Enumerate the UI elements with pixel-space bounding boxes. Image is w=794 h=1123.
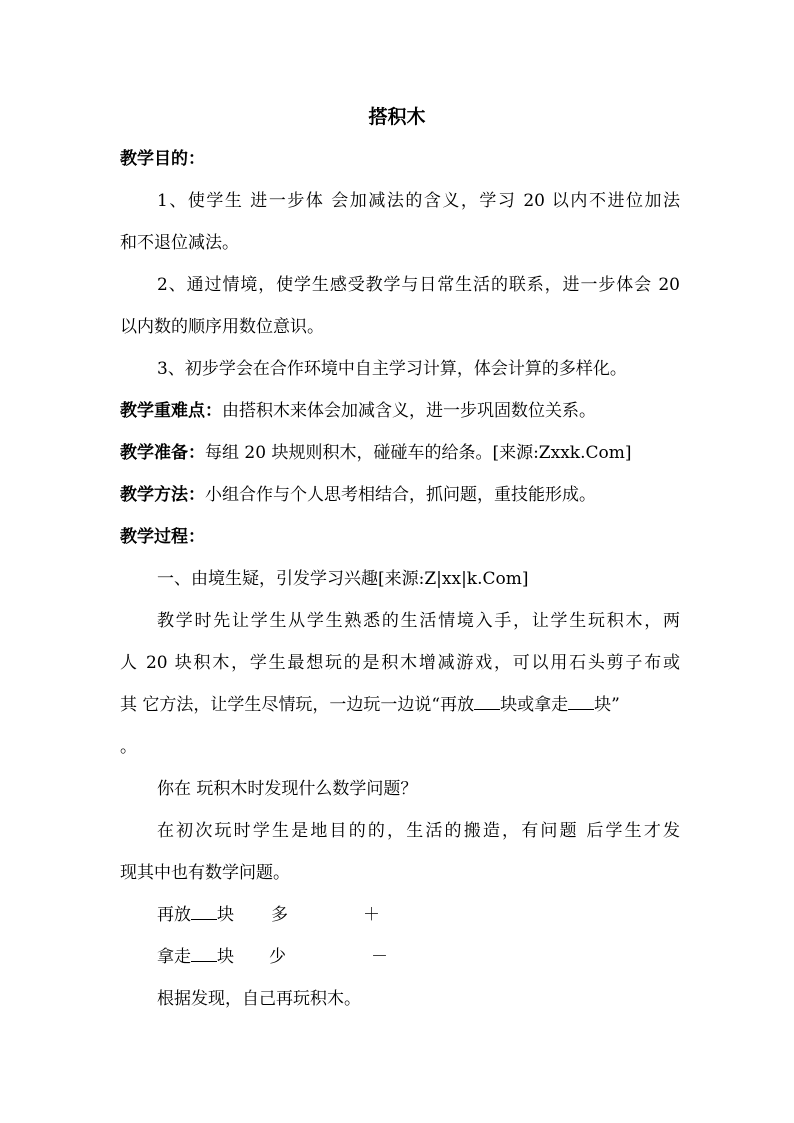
goal-item-2-line-2: 以内数的顺序用数位意识。 bbox=[120, 317, 324, 337]
fill-blank bbox=[191, 944, 217, 962]
preparation bbox=[120, 439, 680, 467]
row-subtract-action: 拿走 块 bbox=[157, 943, 234, 971]
plus-sign: ＋ bbox=[363, 905, 380, 925]
process-step-1: 一、由境生疑，引发学习兴趣[来源:Z|xx|k.Com] bbox=[157, 569, 529, 589]
process-para-1-line-4: 。 bbox=[120, 737, 137, 757]
goal-item-1-line-2: 和不退位减法。 bbox=[120, 233, 239, 253]
fill-blank bbox=[568, 692, 594, 710]
goals-heading: 教学目的： bbox=[120, 149, 205, 169]
method-label: 教学方法： bbox=[120, 485, 205, 505]
key-points-label: 教学重难点： bbox=[120, 401, 222, 421]
para-1-line-3-end: 块” bbox=[594, 695, 620, 715]
goal-item-1-line-1: 1、使学生 进一步体 会加减法的含义，学习 20 以内不进位加法 bbox=[157, 191, 680, 211]
process-para-2-line-1: 在初次玩时学生是地目的的，生活的搬造，有问题 后学生才发 bbox=[157, 821, 680, 841]
row-add-action: 再放 块 bbox=[157, 901, 234, 929]
preparation-label: 教学准备： bbox=[120, 443, 205, 463]
row-subtract-meaning: 少 bbox=[269, 947, 286, 967]
page-title: 搭积木 bbox=[368, 106, 426, 128]
key-points-text: 由搭积木来体会加减含义，进一步巩固数位关系。 bbox=[222, 401, 596, 421]
goal-item-2-line-1: 2、通过情境，使学生感受教学与日常生活的联系，进一步体会 20 bbox=[157, 275, 680, 295]
method-text: 小组合作与个人思考相结合，抓问题，重技能形成。 bbox=[205, 485, 596, 505]
fill-blank bbox=[474, 692, 500, 710]
method bbox=[120, 481, 680, 509]
process-para-2-line-2: 现其中也有数学问题。 bbox=[120, 863, 290, 883]
process-heading: 教学过程： bbox=[120, 527, 205, 547]
process-para-1-line-1: 教学时先让学生从学生熟悉的生活情境入手，让学生玩积木，两 bbox=[157, 611, 680, 631]
operation-row-subtract bbox=[157, 943, 680, 971]
process-closing: 根据发现，自己再玩积木。 bbox=[157, 989, 361, 1009]
process-para-1-line-3 bbox=[120, 691, 680, 719]
para-1-line-3-start: 其 它方法，让学生尽情玩，一边玩一边说“再放 bbox=[120, 695, 475, 715]
process-para-1-line-2: 人 20 块积木，学生最想玩的是积木增减游戏，可以用石头剪子布或 bbox=[120, 653, 680, 673]
row-add-meaning: 多 bbox=[271, 905, 288, 925]
key-points bbox=[120, 397, 680, 425]
para-1-line-3-middle: 块或拿走 bbox=[500, 695, 569, 715]
minus-sign: － bbox=[371, 947, 388, 967]
fill-blank bbox=[191, 902, 217, 920]
goal-item-3: 3、初步学会在合作环境中自主学习计算，体会计算的多样化。 bbox=[157, 359, 627, 379]
operation-row-add bbox=[157, 901, 680, 929]
preparation-text: 每组 20 块规则积木，碰碰车的给条。[来源:Zxxk.Com] bbox=[205, 443, 632, 463]
process-question: 你在 玩积木时发现什么数学问题？ bbox=[157, 779, 418, 799]
